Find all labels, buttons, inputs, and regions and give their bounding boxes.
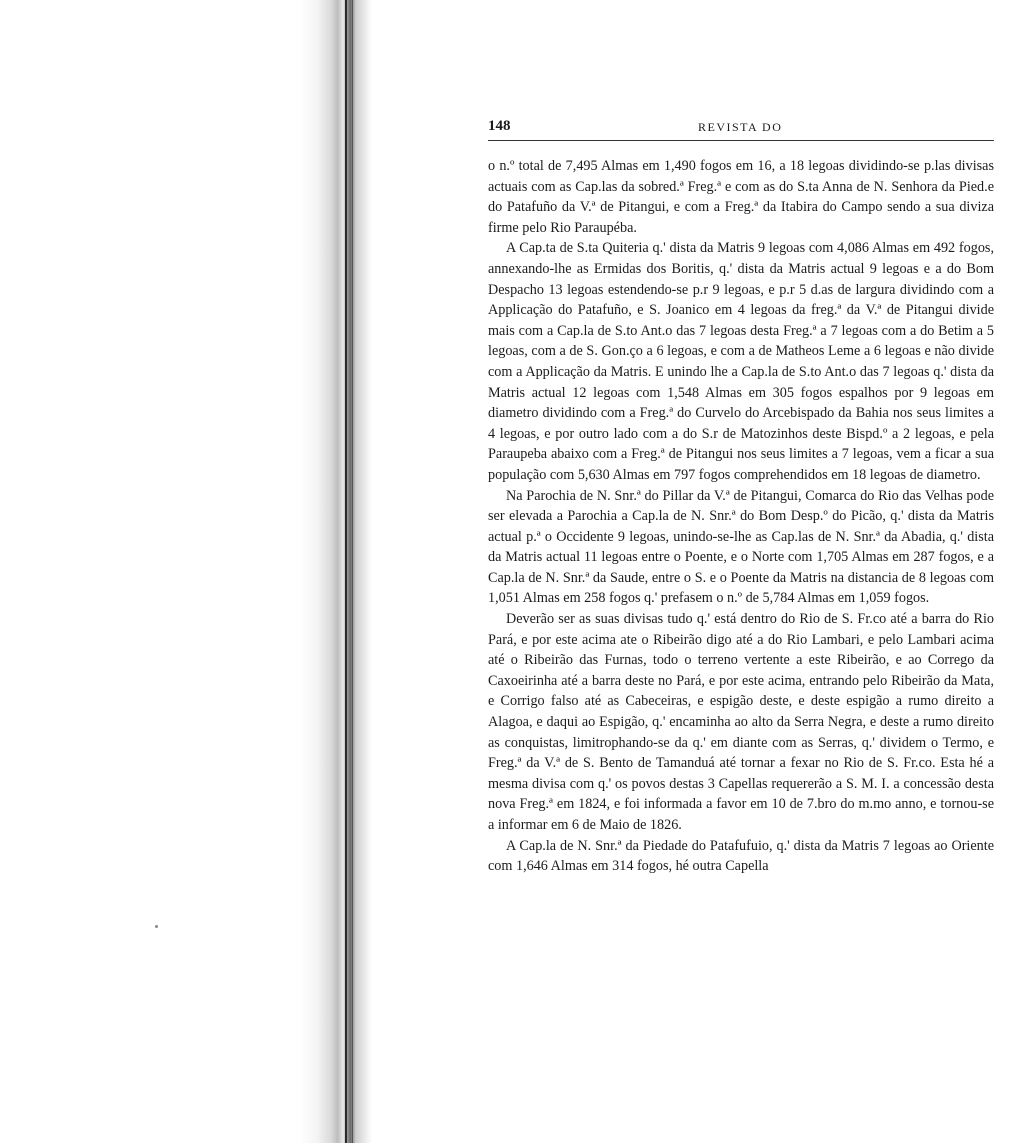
page-header — [488, 118, 994, 140]
page-number: 148 — [488, 118, 511, 134]
header-rule — [488, 140, 994, 141]
running-head: REVISTA DO — [698, 120, 783, 134]
book-gutter-shadow — [300, 0, 390, 1143]
paragraph: A Cap.la de N. Snr.ª da Piedade do Patafufuio, q.' dista da Matris 7 legoas ao Oriente com 1,646 Almas em 314 fogos, hé outra Capella — [488, 837, 994, 875]
page-body — [488, 156, 994, 877]
paragraph: o n.º total de 7,495 Almas em 1,490 fogos em 16, a 18 legoas dividindo-se p.las divisas actuais com as Cap.las da sobred.ª Freg.ª e com as do S.ta Anna de N. Senhora da Pied.e do Patafuño da V.ª de Pitangui, e com a Freg.ª da Itabira do Campo sendo a sua diviza firme pelo Rio Paraupéba. — [488, 158, 994, 236]
paragraph: Na Parochia de N. Snr.ª do Pillar da V.ª de Pitangui, Comarca do Rio das Velhas pode ser elevada a Parochia a Cap.la de N. Snr.ª do Bom Desp.º do Picão, q.' dista da Matris actual p.ª o Occidente 9 legoas, unindo-se-lhe as Cap.las de N. Snr.ª da Abadia, q.' dista da Matris actual 11 legoas entre o Poente, e o Norte com 1,705 Almas em 287 fogos, e a Cap.la de N. Snr.ª da Saude, entre o S. e o Poente da Matris na distancia de 8 legoas com 1,051 Almas em 258 fogos q.' prefasem o n.º de 5,784 Almas em 1,059 fogos. — [488, 487, 994, 607]
gutter-edge-line — [345, 0, 347, 1143]
scan-speck — [155, 925, 158, 928]
gutter-fold-line — [352, 0, 353, 1143]
paragraph: A Cap.ta de S.ta Quiteria q.' dista da Matris 9 legoas com 4,086 Almas em 492 fogos, annexando-lhe as Ermidas dos Boritis, q.' dista da Matris actual 9 legoas e a do Bom Despacho 13 legoas estendendo-se p.r 9 legoas, e p.r 5 d.as de largura dividindo com a Applicação do Patafuño, e S. Joanico em 4 legoas da freg.ª da V.ª de Pitangui divide mais com a Cap.la de S.to Ant.o das 7 legoas desta Freg.ª a 7 legoas com a do Betim a 5 legoas, com a de S. Gon.ço a 6 legoas, e com a de Matheos Leme a 6 legoas e não divide com a Applicação da Matris. E unindo lhe a Cap.la de S.to Ant.o das 7 legoas q.' dista da Matris actual 12 legoas com 1,548 Almas em 305 fogos espalhos por 9 legoas em diametro dividindo com a Freg.ª do Curvelo do Arcebispado da Bahia nos seus limites a 4 legoas, e por outro lado com a do S.r de Matozinhos deste Bispd.º a 2 legoas, e pela Paraupeba abaixo com a Freg.ª de Pitangui nos seus limites a 7 legoas, vem a ficar a sua população com 5,630 Almas em 797 fogos comprehendidos em 18 legoas de diametro. — [488, 240, 994, 483]
paragraph: Deverão ser as suas divisas tudo q.' está dentro do Rio de S. Fr.co até a barra do Rio Pará, e por este acima ate o Ribeirão digo até a do Rio Lambari, e pelo Lambari acima até o Ribeirão das Furnas, todo o terreno vertente a este Ribeirão, e ao Corrego da Caxoeirinha até a barra deste no Pará, e por este acima, entrando pelo Ribeirão da Mata, e Corrigo falso até as Cabeceiras, e espigão deste, e deste espigão a rumo direito a Alagoa, e daqui ao Espigão, q.' encaminha ao alto da Serra Negra, e deste a rumo direito as conquistas, limitrophando-se da q.' em diante com as Serras, q.' dividem o Termo, e Freg.ª da V.ª de S. Bento de Tamanduá até tornar a fexar no Rio de S. Fr.co. Esta hé a mesma divisa com q.' os povos destas 3 Capellas requererão a S. M. I. a concessão desta nova Freg.ª em 1824, e foi informada a favor em 10 de 7.bro do m.mo anno, e tornou-se a informar em 6 de Maio de 1826. — [488, 611, 994, 833]
